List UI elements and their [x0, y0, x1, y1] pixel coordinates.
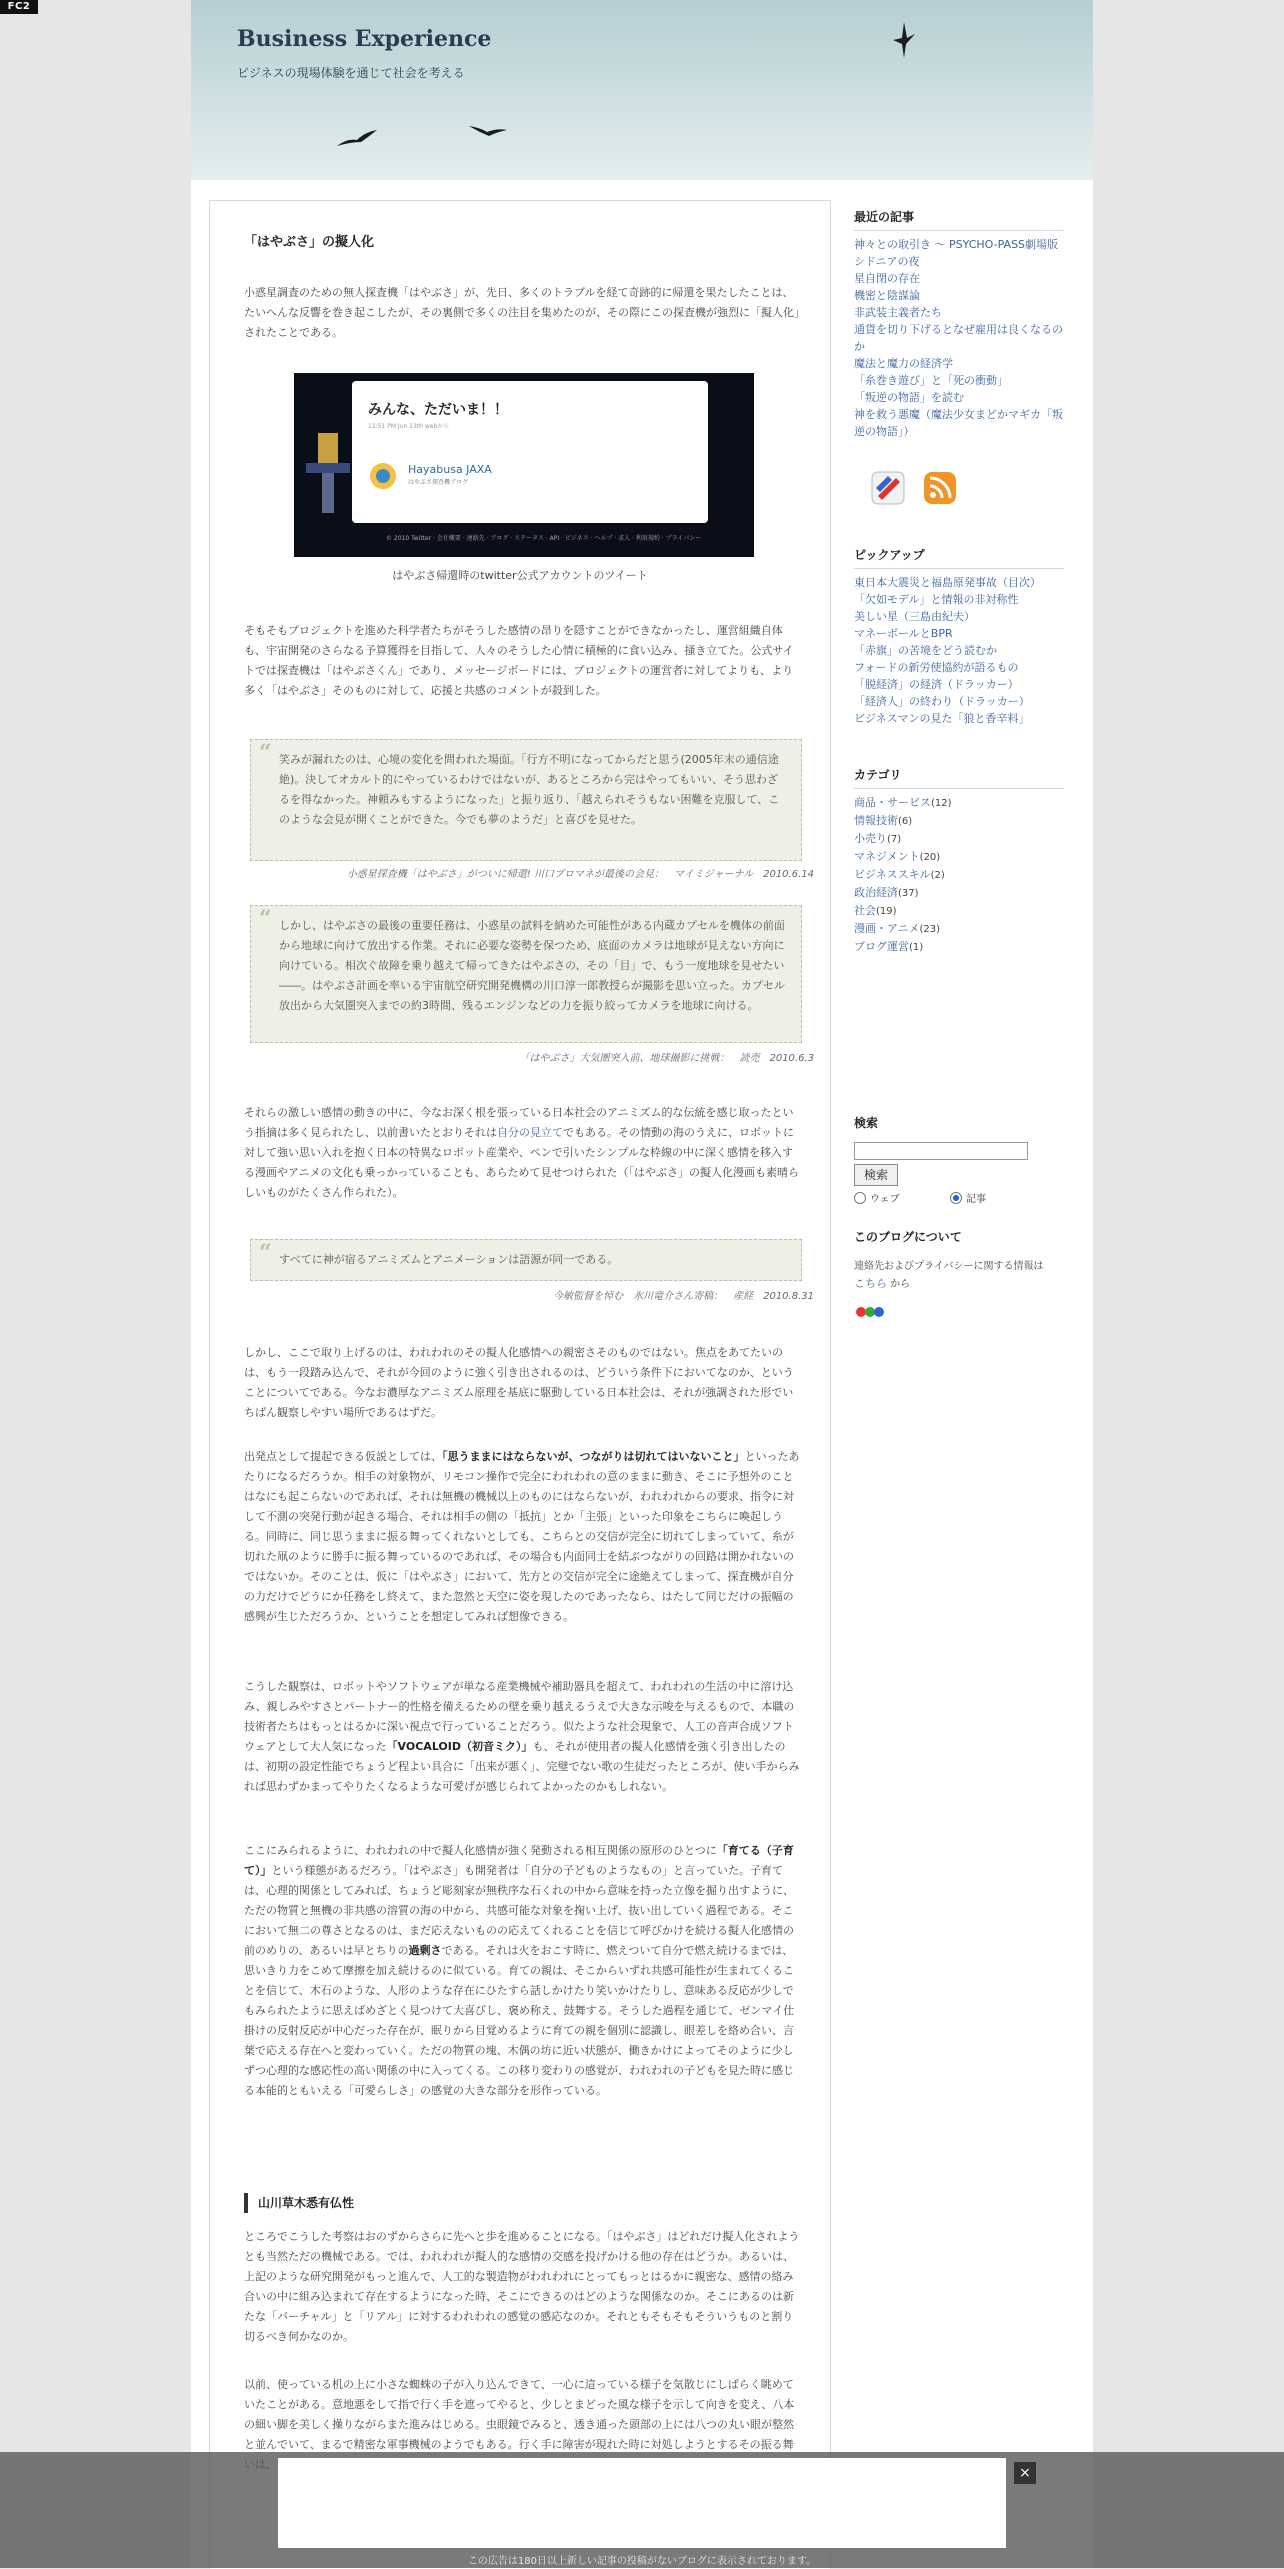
post-paragraph: そもそもプロジェクトを進めた科学者たちがそうした感情の昂りを隠すことができなかったし、運営組織自体も、宇宙開発のさらなる予算獲得を目指して、人々のそうした心情に積極的に食い込み、掻き立てた。公式サイトでは探査機は「はやぶさくん」であり、メッセージボードには、プロジェクトの運営者に対してよりも、より多く「はやぶさ」そのものに対して、応援と共感のコメントが殺到した。 [244, 624, 794, 697]
radio-article[interactable] [950, 1192, 962, 1204]
recent-posts-list [854, 236, 1064, 440]
category-item[interactable] [854, 902, 1064, 920]
post-paragraph [244, 1677, 804, 1797]
tweet-account-name: Hayabusa JAXA [408, 463, 492, 476]
blockquote-text: 笑みが漏れたのは、心境の変化を問われた場面。「行方不明になってからだと思う(2005年末の通信途絶)。決してオカルト的にやっているわけではないが、あるところから完はやってもいい、そう思わざるを得なかった。神頼みもするようになった」と振り返り、「越えられそうもない困難を克服して、このような会見が開くことができた。今でも夢のようだ」と喜びを見せた。 [279, 753, 780, 826]
category-count: (23) [919, 924, 940, 935]
bird-icon [891, 18, 917, 60]
recent-post-item[interactable]: 魔法と魔力の経済学 [854, 357, 953, 370]
blockquote [250, 905, 802, 1043]
jaxa-logo-icon [368, 461, 398, 491]
category-name[interactable]: 社会 [854, 904, 876, 917]
emphasis-text: 過剰さ [408, 1944, 442, 1957]
post-text: それらの激しい感情の動きの中に、今なお深く根を張っている日本社会のアニミズム的な伝統を感じ取ったという指摘は多く見られたし、以前書いたとおりそれは [244, 1106, 794, 1139]
ad-banner[interactable] [278, 2458, 1006, 2548]
category-name[interactable]: ビジネススキル [854, 868, 931, 881]
post-paragraph: しかし、ここで取り上げるのは、われわれのその擬人化感情への親密さそのものではない。焦点をあてたいのは、もう一段踏み込んで、それが今回のように強く引き出されるのは、どういう条件下においてなのか、ということについてである。今なお濃厚なアニミズム原理を基底に駆動している日本社会は、それが強調された形でいちばん観察しやすい場所であるはずだ。 [244, 1346, 794, 1419]
category-name[interactable]: 漫画・アニメ [854, 922, 920, 935]
post-text: ここにみられるように、われわれの中で擬人化感情が強く発動される相互関係の原形のひとつに [244, 1844, 717, 1857]
pickup-item[interactable]: 美しい星（三島由紀夫） [854, 610, 975, 623]
category-item[interactable] [854, 794, 1064, 812]
sidebar-heading-category: カテゴリ [854, 766, 1064, 789]
pickup-item[interactable]: 東日本大震災と福島原発事故（目次） [854, 576, 1041, 589]
quote-source[interactable]: 今敏監督を悼む 氷川竜介さん寄稿： 産経 2010.8.31 [553, 1291, 814, 1302]
category-item[interactable] [854, 848, 1064, 866]
search-scope [854, 1190, 986, 1205]
sidebar-heading-search: 検索 [854, 1116, 879, 1130]
people-icon [854, 1304, 886, 1320]
post-title[interactable]: 「はやぶさ」の擬人化 [244, 235, 375, 250]
category-item[interactable] [854, 812, 1064, 830]
emphasis-text: 「思うままにはならないが、つながりは切れてはいないこと」 [442, 1450, 745, 1463]
recent-post-item[interactable]: 神を救う悪魔（魔法少女まどかマギカ「叛逆の物語」） [854, 408, 1063, 438]
recent-post-item[interactable]: 機密と陰謀論 [854, 289, 920, 302]
post-text: といったあたりになるだろうか。相手の対象物が、リモコン操作で完全にわれわれの意のままに動き、そこに予想外のことはなにも起こらないのであれば、それは無機の機械以上のものにはならないが、われわれからの要求、指令に対して不測の突発行動が起きる場合、それは相手の側の「抵抗」とか「主張」といった印象をこちらに喚起しうる。同時に、同じ思うままに振る舞ってくれないとしても、こちらとの交信が完全に切れてしまっていて、糸が切れた凧のように勝手に振る舞っているのであれば、その場合も内面同士を結ぶつながりの回路は開かれないのではないか。そのことは、仮に「はやぶさ」において、先方との交信が完全に途絶えてしまって、探査機が自分の力だけでどうにか任務をし終えて、また忽然と天空に姿を現したのであったなら、はたして同じだけの振幅の感興が生じただろうか、ということを想定してみれば想像できる。 [244, 1450, 800, 1623]
inline-link[interactable]: 自分の見立て [497, 1126, 563, 1139]
category-count: (20) [919, 852, 941, 863]
recent-post-item[interactable]: シドニアの夜 [854, 255, 920, 268]
quote-mark-icon: “ [259, 740, 272, 766]
post-paragraph [244, 1841, 804, 2101]
category-count: (7) [887, 834, 902, 845]
recent-post-item[interactable]: 通貨を切り下げるとなぜ雇用は良くなるのか [854, 323, 1063, 353]
about-description: 連絡先およびプライバシーに関する情報は [854, 1261, 1044, 1272]
pickup-item[interactable]: マネーボールとBPR [854, 627, 953, 640]
radio-article-label: 記事 [965, 1194, 986, 1205]
pickup-item[interactable]: ビジネスマンの見た「狼と香辛料」 [854, 712, 1030, 725]
post-text: こうした観察は、ロボットやソフトウェアが単なる産業機械や補助器具を超えて、われわれの生活の中に溶け込み、親しみやすさとパートナー的性格を備えるための壁を乗り越えるうえで大きな示唆を与えるもので、本職の技術者たちはもっとはるかに深い視点で行っていることだろう。似たような社会現象で、人工の音声合成ソフトウェアとして大人気になった [244, 1680, 795, 1753]
page [191, 0, 1093, 2568]
post-text: 出発点として提起できる仮説としては、 [244, 1450, 442, 1463]
pickup-list [854, 574, 1064, 727]
recent-post-item[interactable]: 「糸巻き遊び」と「死の衝動」 [854, 374, 1008, 387]
tweet-meta: 11:51 PM Jun 13th webから [368, 423, 450, 430]
tweet-account-handle: はやぶさ探査機ブログ [408, 479, 469, 486]
bird-icon [467, 120, 509, 138]
rss-icon[interactable] [920, 468, 960, 508]
satellite-icon [304, 413, 352, 523]
quote-mark-icon: “ [259, 1240, 272, 1266]
category-count: (2) [930, 870, 945, 881]
tweet-screenshot [294, 373, 754, 557]
category-list [854, 794, 1064, 956]
blockquote [250, 1239, 802, 1281]
pickup-item[interactable]: 「欠如モデル」と情報の非対称性 [854, 593, 1019, 606]
feed-icons [868, 468, 960, 511]
tweet-footer: © 2010 Twitter · 会社概要 · 連絡先 · ブログ · ステータス · API · ビジネス · ヘルプ · 求人 · 利用規約 · プライバシー [386, 535, 702, 542]
blockquote-text: しかし、はやぶさの最後の重要任務は、小惑星の試料を納めた可能性がある内蔵カプセルを機体の前面から地球に向けて放出する作業。それに必要な姿勢を保つため、底面のカメラは地球が見えない方向に向けている。相次ぐ故障を乗り越えて帰ってきたはやぶさの、その「目」で、もう一度地球を見せたい――。はやぶさ計画を率いる宇宙航空研究開発機構の川口淳一郎教授らが撮影を思い立った。カプセル放出から大気圏突入までの約3時間、残るエンジンなどの力を振り絞ってカメラを地球に向ける。 [279, 919, 785, 1012]
category-count: (19) [876, 906, 897, 917]
site-title[interactable]: Business Experience [237, 26, 492, 52]
category-item[interactable] [854, 938, 1064, 956]
blog-header [191, 0, 1093, 180]
post-text: である。それは火をおこす時に、燃えついて自分で燃え続けるまでは、思いきり力をこめて摩擦を加え続けるのに似ている。育ての親は、そこからいずれ共感可能性が生まれてくることを信じて、木石のような、人形のような存在にひたすら話しかけたり笑いかけたりし、意味ある反応が少しでもみられたように思えばめざとく見つけて大喜びし、褒め称え、鼓舞する。そうした過程を通じて、ゼンマイ仕掛けの反射反応が中心だった存在が、眠りから目覚めるように育ての親を個別に認識し、眼差しを絡め合い、言葉で応える存在へと変わっていく。ただの物質の塊、木偶の坊に近い状態が、働きかけによってそのように少しずつ心理的な感応性の高い関係の中に入ってくる。この移り変わりの感覚が、われわれの子どもを見た時に感じる本能的ともいえる「可愛らしさ」の感覚の大きな部分を形作っている。 [244, 1944, 795, 2097]
ad-notice: この広告は180日以上新しい記事の投稿がないブログに表示されております。 [467, 2556, 817, 2567]
blockquote [250, 739, 802, 861]
category-count: (12) [931, 798, 952, 809]
main-content [209, 200, 831, 2569]
tweet-card [352, 381, 708, 523]
radio-web-label: ウェブ [870, 1194, 900, 1205]
post-paragraph: 小惑星調査のための無人探査機「はやぶさ」が、先日、多くのトラブルを経て奇跡的に帰還を果たしたことは、たいへんな反響を巻き起こしたが、その裏側で多くの注目を集めたのが、その際にこの探査機が強烈に「擬人化」されたことである。 [244, 286, 800, 339]
sidebar-heading-pickup: ピックアップ [854, 546, 1064, 569]
post-paragraph: 以前、使っている机の上に小さな蜘蛛の子が入り込んできて、一心に這っている様子を気散じにしばらく眺めていたことがある。意地悪をして指で行く手を遮ってやると、少しとまどった風な様子を示して向きを変え、八本の細い脚を美しく操りながらまた進みはじめる。虫眼鏡でみると、透き通った頭部の上には八つの丸い眼が整然と並んでいて、まるで精密な軍事機械のようでもある。行く手に障害が現れた時に対処しようとするその振る舞 [244, 2378, 795, 2451]
recent-post-item[interactable]: 「叛逆の物語」を読む [854, 391, 964, 404]
pickup-item[interactable]: 「経済人」の終わり（ドラッカー） [854, 695, 1030, 708]
ad-close-button[interactable]: × [1014, 2462, 1036, 2484]
category-item[interactable] [854, 920, 1064, 938]
bird-icon [335, 128, 379, 150]
post-paragraph: ところでこうした考察はおのずからさらに先へと歩を進めることになる。「はやぶさ」はどれだけ擬人化されようとも当然ただの機械である。では、われわれが擬人的な感情の交感を投げかける他の存在はどうか。あるいは、上記のような研究開発がもっと進んで、人工的な製造物がわれわれにとってもっとはるかに親密な、感情の絡み合いの中に組み込まれて存在するようになった時、そこにできるのはどのような関係なのか。そこにあるのは新たな「バーチャル」と「リアル」に対するわれわれの感覚の感応なのか。それともそもそもそういうものと割り切るべき何かなのか。 [244, 2230, 800, 2343]
about-link[interactable]: こちら [854, 1277, 887, 1290]
post-text: でもある。その情動の海のうえに、ロボットに対して強い思い入れを抱く日本の特異なロボット産業や、ペンで引いたシンプルな枠線の中に深く感情を移入する漫画やアニメの文化も乗っかっていることも、あらためて見せつけられた（「はやぶさ」の擬人化漫画も素晴らしいものがたくさん作られた）。 [244, 1126, 799, 1199]
search-input[interactable] [854, 1142, 1028, 1160]
category-name[interactable]: マネジメント [854, 850, 920, 863]
about-text [854, 1258, 1064, 1293]
post-text: も、それが使用者の擬人化感情を強く引き出したのは、初期の設定性能でちょうど程よい具合に「出来が悪く」、完璧でない歌の生徒だったところが、使い手からみれば思わずかまってやりたくなるような可愛げが感じられてよかったのかもしれない。 [244, 1740, 800, 1793]
category-item[interactable] [854, 866, 1064, 884]
pickup-item[interactable]: 「脱経済」の経済（ドラッカー） [854, 678, 1019, 691]
fc2-badge[interactable]: FC2 [0, 0, 38, 14]
emphasis-text: 「育てる（子育て）」 [244, 1844, 794, 1877]
category-count: (1) [909, 942, 924, 953]
quote-mark-icon: “ [259, 906, 272, 932]
category-name[interactable]: 商品・サービス [854, 796, 931, 809]
quote-source[interactable]: 小惑星探査機「はやぶさ」がついに帰還! 川口プロマネが最後の会見： マイミジャーナル 2010.6.14 [346, 869, 814, 880]
emphasis-text: 「VOCALOID（初音ミク）」 [386, 1740, 533, 1753]
blockquote-text: すべてに神が宿るアニミズムとアニメーションは語源が同一である。 [279, 1253, 619, 1266]
radio-web[interactable] [854, 1192, 866, 1204]
category-name[interactable]: 政治経済 [854, 886, 898, 899]
recent-post-item[interactable]: 神々との取引き ～ PSYCHO-PASS劇場版 [854, 238, 1059, 251]
section-heading: 山川草木悉有仏性 [244, 2193, 354, 2213]
figure-caption: はやぶさ帰還時のtwitter公式アカウントのツイート [392, 569, 648, 582]
search-button[interactable]: 検索 [854, 1164, 898, 1186]
sidebar-heading-recent: 最近の記事 [854, 208, 1064, 231]
quote-source[interactable]: 「はやぶさ」大気圏突入前、地球撮影に挑戦： 読売 2010.6.3 [519, 1053, 814, 1064]
recent-post-item[interactable]: 星自閉の存在 [854, 272, 920, 285]
category-count: (6) [898, 816, 913, 827]
category-item[interactable] [854, 884, 1064, 902]
bookmark-icon[interactable] [868, 468, 908, 508]
post-paragraph [244, 1103, 804, 1203]
category-name[interactable]: ブログ運営 [854, 940, 909, 953]
about-suffix: から [887, 1279, 911, 1290]
recent-post-item[interactable]: 非武装主義者たち [854, 306, 942, 319]
tweet-text: みんな、ただいま！！ [368, 402, 508, 418]
sidebar-heading-about: このブログについて [854, 1230, 962, 1244]
pickup-item[interactable]: フォードの新労使協約が語るもの [854, 661, 1019, 674]
category-count: (37) [898, 888, 919, 899]
category-item[interactable] [854, 830, 1064, 848]
pickup-item[interactable]: 「赤旗」の苦境をどう読むか [854, 644, 997, 657]
post-text: という様態があるだろう。「はやぶさ」も開発者は「自分の子どものようなもの」と言っていた。子育ては、心理的関係としてみれば、ちょうど彫刻家が無秩序な石くれの中から意味を持った立像を掘り出すように、ただの物質と無機の非共感の溶質の海の中から、共感可能な対象を掬い上げ、抜い出していく過程である。そこにおいて無二の尊さとなるのは、まだ応えないものの応えてくれることを信じて呼びかけを続ける擬人化感情の前のめりの、あるいは早とちりの [244, 1864, 794, 1957]
category-name[interactable]: 情報技術 [854, 814, 898, 827]
site-subtitle: ビジネスの現場体験を通じて社会を考える [237, 66, 465, 80]
category-name[interactable]: 小売り [854, 832, 887, 845]
post-paragraph [244, 1447, 804, 1627]
